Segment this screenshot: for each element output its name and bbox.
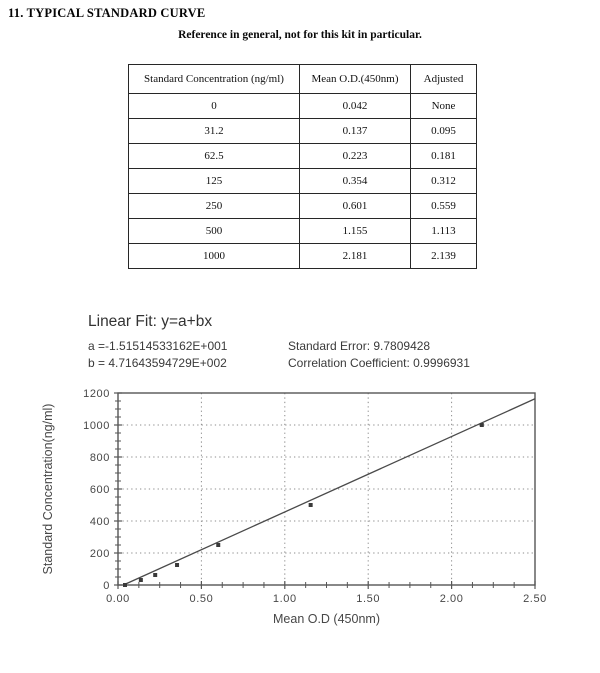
section-title: 11. TYPICAL STANDARD CURVE bbox=[8, 6, 206, 20]
fit-line bbox=[123, 399, 535, 585]
data-point bbox=[123, 583, 127, 587]
table-cell: 1.155 bbox=[300, 219, 411, 244]
table-cell: 0.095 bbox=[411, 119, 477, 144]
table-cell: 1.113 bbox=[411, 219, 477, 244]
table-cell: 0.223 bbox=[300, 144, 411, 169]
table-cell: 0.601 bbox=[300, 194, 411, 219]
table-cell: 0 bbox=[129, 94, 300, 119]
data-point bbox=[309, 503, 313, 507]
fit-coefficient-a: a =-1.51514533162E+001 bbox=[88, 339, 228, 353]
x-tick-label: 0.00 bbox=[106, 593, 130, 605]
table-row bbox=[129, 94, 477, 119]
table-row bbox=[129, 194, 477, 219]
y-axis-label: Standard Concentration(ng/ml) bbox=[41, 403, 55, 575]
table-cell: 0.137 bbox=[300, 119, 411, 144]
table-cell: 31.2 bbox=[129, 119, 300, 144]
x-tick-label: 2.00 bbox=[439, 593, 464, 605]
table-cell: 0.559 bbox=[411, 194, 477, 219]
col-header-adjusted: Adjusted bbox=[411, 65, 477, 94]
fit-coefficient-b: b = 4.71643594729E+002 bbox=[88, 356, 227, 370]
col-header-od: Mean O.D.(450nm) bbox=[300, 65, 411, 94]
standards-table bbox=[128, 64, 477, 269]
table-cell: 2.139 bbox=[411, 244, 477, 269]
table-row bbox=[129, 119, 477, 144]
table-row bbox=[129, 169, 477, 194]
table-cell: 0.354 bbox=[300, 169, 411, 194]
y-tick-label: 1200 bbox=[83, 388, 110, 400]
table-cell: 500 bbox=[129, 219, 300, 244]
data-point bbox=[216, 543, 220, 547]
y-tick-label: 200 bbox=[89, 548, 110, 560]
y-tick-label: 0 bbox=[103, 580, 110, 592]
table-cell: 250 bbox=[129, 194, 300, 219]
table-row bbox=[129, 219, 477, 244]
x-tick-label: 0.50 bbox=[189, 593, 214, 605]
table-cell: 125 bbox=[129, 169, 300, 194]
y-tick-label: 600 bbox=[89, 484, 110, 496]
table-cell: 0.312 bbox=[411, 169, 477, 194]
standards-table-head bbox=[129, 65, 477, 94]
x-tick-label: 1.00 bbox=[272, 593, 297, 605]
data-point bbox=[139, 578, 143, 582]
data-point bbox=[175, 563, 179, 567]
linear-fit-block bbox=[88, 313, 528, 375]
data-point bbox=[480, 423, 484, 427]
standard-curve-chart bbox=[20, 383, 580, 653]
y-tick-label: 400 bbox=[89, 516, 110, 528]
fit-standard-error: Standard Error: 9.7809428 bbox=[288, 339, 431, 353]
standards-table-body bbox=[129, 94, 477, 269]
y-tick-label: 800 bbox=[89, 452, 110, 464]
fit-correlation-coefficient: Correlation Coefficient: 0.9996931 bbox=[288, 356, 470, 370]
col-header-concentration: Standard Concentration (ng/ml) bbox=[129, 65, 300, 94]
table-cell: 1000 bbox=[129, 244, 300, 269]
section-subtitle: Reference in general, not for this kit in particular. bbox=[178, 29, 422, 41]
table-cell: 62.5 bbox=[129, 144, 300, 169]
x-tick-label: 1.50 bbox=[356, 593, 381, 605]
table-cell: 0.042 bbox=[300, 94, 411, 119]
table-row bbox=[129, 244, 477, 269]
table-header-row bbox=[129, 65, 477, 94]
table-cell: 2.181 bbox=[300, 244, 411, 269]
table-cell: 0.181 bbox=[411, 144, 477, 169]
table-row bbox=[129, 144, 477, 169]
x-tick-label: 2.50 bbox=[523, 593, 547, 605]
data-point bbox=[153, 573, 157, 577]
y-tick-label: 1000 bbox=[83, 420, 110, 432]
fit-equation-title: Linear Fit: y=a+bx bbox=[88, 313, 213, 330]
x-axis-label: Mean O.D (450nm) bbox=[273, 612, 380, 626]
table-cell: None bbox=[411, 94, 477, 119]
